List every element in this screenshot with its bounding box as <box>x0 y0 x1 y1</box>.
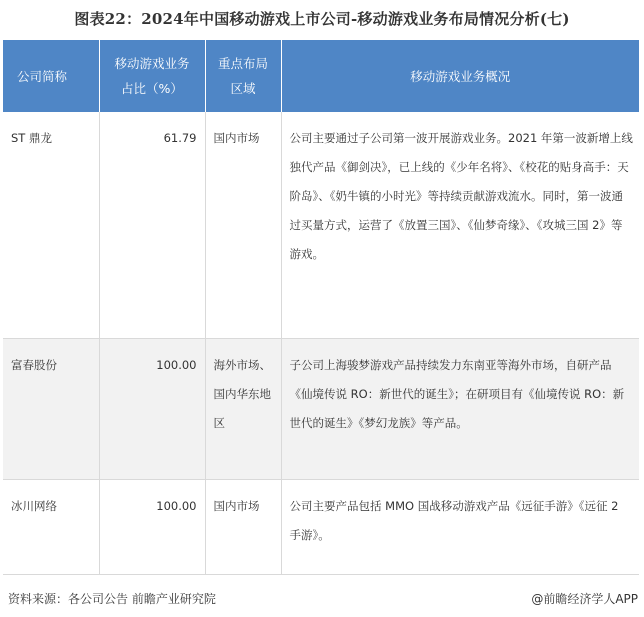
page-title: 图表22：2024年中国移动游戏上市公司-移动游戏业务布局情况分析(七) <box>74 10 570 28</box>
cell-company: 冰川网络 <box>3 480 99 575</box>
cell-share: 100.00 <box>99 339 205 480</box>
cell-overview: 公司主要产品包括 MMO 国战移动游戏产品《远征手游》《远征 2 手游》。 <box>281 480 639 575</box>
header-market <box>205 40 281 112</box>
header-overview: 移动游戏业务概况 <box>281 40 639 112</box>
table-row <box>3 480 639 575</box>
header-market-line1: 重点布局 <box>217 56 268 71</box>
source-note: 资料来源：各公司公告 前瞻产业研究院 <box>8 592 216 606</box>
cell-company: 富春股份 <box>3 339 99 480</box>
header-market-line2: 区域 <box>230 81 256 96</box>
cell-market: 海外市场、国内华东地区 <box>205 339 281 480</box>
table-header-row <box>3 40 639 112</box>
brand-credit: @前瞻经济学人APP <box>531 592 638 606</box>
cell-market: 国内市场 <box>205 480 281 575</box>
header-share-line1: 移动游戏业务 <box>114 56 190 71</box>
table-row <box>3 112 639 339</box>
data-table <box>3 40 639 575</box>
cell-overview: 子公司上海骏梦游戏产品持续发力东南亚等海外市场，自研产品《仙境传说 RO：新世代的诞生》；在研项目有《仙境传说 RO：新世代的诞生》《梦幻龙族》等产品。 <box>281 339 639 480</box>
cell-overview: 公司主要通过子公司第一波开展游戏业务。2021 年第一波新增上线独代产品《御剑决》，已上线的《少年名将》、《校花的贴身高手：天阶岛》、《奶牛镇的小时光》等持续贡献游戏流水。同时，第一波通过买量方式，运营了《放置三国》、《仙梦奇缘》、《攻城三国 2》等游戏。 <box>281 112 639 339</box>
cell-market: 国内市场 <box>205 112 281 339</box>
table-row <box>3 339 639 480</box>
cell-company: ST 鼎龙 <box>3 112 99 339</box>
header-share-line2: 占比（%） <box>121 81 183 96</box>
cell-share: 61.79 <box>99 112 205 339</box>
header-company: 公司简称 <box>3 40 99 112</box>
cell-share: 100.00 <box>99 480 205 575</box>
header-share <box>99 40 205 112</box>
